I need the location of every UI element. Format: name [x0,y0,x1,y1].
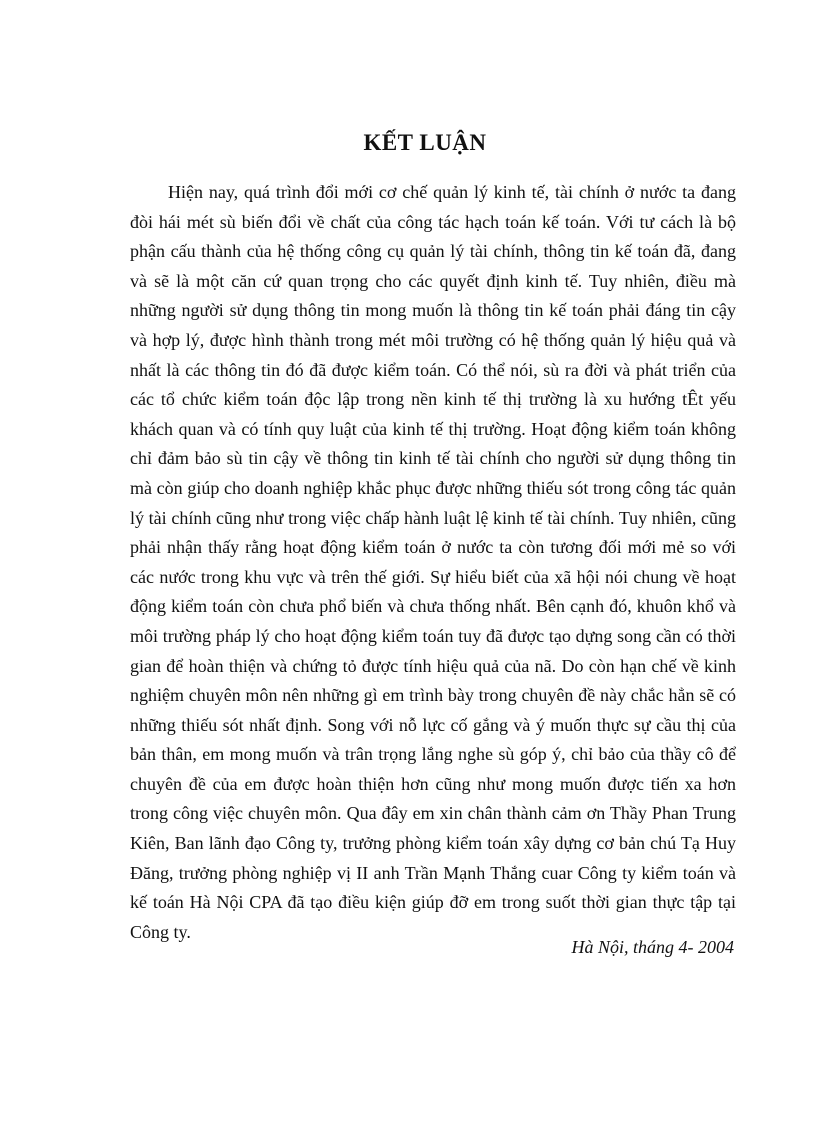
page-title: KẾT LUẬN [363,130,487,155]
place-date-signoff: Hà Nội, tháng 4- 2004 [571,937,734,957]
conclusion-paragraph: Hiện nay, quá trình đổi mới cơ chế quản lý kinh tế, tài chính ở nước ta đang đòi hái mét sù biến đổi về chất của công tác hạch toán kế toán. Với tư cách là bộ phận cấu thành của hệ thống công cụ quản lý tài chính, thông tin kế toán đã, đang và sẽ là một căn cứ quan trọng cho các quyết định kinh tế. Tuy nhiên, điều mà những người sử dụng thông tin mong muốn là thông tin kế toán phải đáng tin cậy và hợp lý, được hình thành trong mét môi trường có hệ thống quản lý hiệu quả và nhất là các thông tin đó đã được kiểm toán. Có thể nói, sù ra đời và phát triển của các tổ chức kiểm toán độc lập trong nền kinh tế thị trường là xu hướng tÊt yếu khách quan và có tính quy luật của kinh tế thị trường. Hoạt động kiểm toán không chỉ đảm bảo sù tin cậy về thông tin kinh tế tài chính cho người sử dụng thông tin mà còn giúp cho doanh nghiệp khắc phục được những thiếu sót trong công tác quản lý tài chính cũng như trong việc chấp hành luật lệ kinh tế tài chính. Tuy nhiên, cũng phải nhận thấy rằng hoạt động kiểm toán ở nước ta còn tương đối mới mẻ so với các nước trong khu vực và trên thế giới. Sự hiểu biết của xã hội nói chung về hoạt động kiểm toán còn chưa phổ biến và chưa thống nhất. Bên cạnh đó, khuôn khổ và môi trường pháp lý cho hoạt động kiểm toán tuy đã được tạo dựng song cần có thời gian để hoàn thiện và chứng tỏ được tính hiệu quả của nã. Do còn hạn chế về kinh nghiệm chuyên môn nên những gì em trình bày trong chuyên đề này chắc hẳn sẽ có những thiếu sót nhất định. Song với nỗ lực cố gắng và ý muốn thực sự cầu thị của bản thân, em mong muốn và trân trọng lắng nghe sù góp ý, chỉ bảo của thầy cô để chuyên đề của em được hoàn thiện hơn cũng như mong muốn được tiến xa hơn trong công việc chuyên môn. Qua đây em xin chân thành cảm ơn Thầy Phan Trung Kiên, Ban lãnh đạo Công ty, trưởng phòng kiểm toán xây dựng cơ bản chú Tạ Huy Đăng, trưởng phòng nghiệp vị II anh Trần Mạnh Thắng cuar Công ty kiểm toán và kế toán Hà Nội CPA đã tạo điều kiện giúp đỡ em trong suốt thời gian thực tập tại Công ty. [130,182,736,942]
